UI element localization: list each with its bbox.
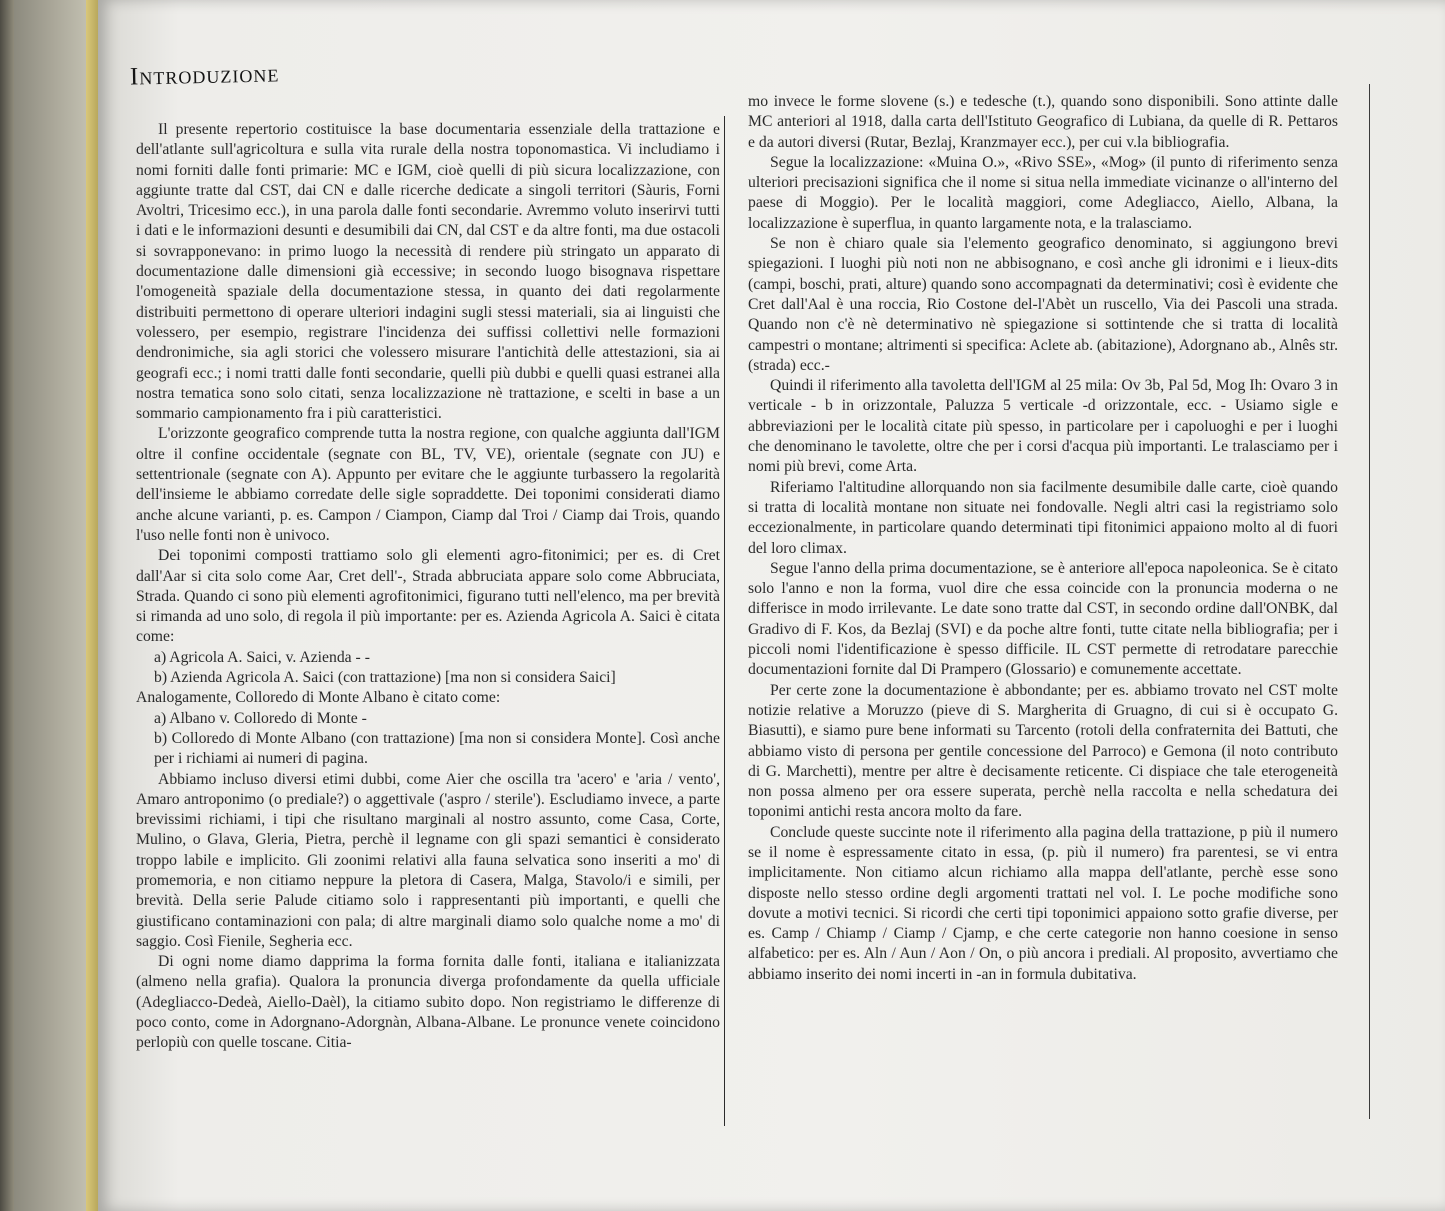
left-column [136,120,720,1054]
margin-rule [1369,84,1370,1119]
list-item: b) Azienda Agricola A. Saici (con trattazione) [ma non si considera Saici] [154,669,616,687]
paragraph: Riferiamo l'altitudine allorquando non sia facilmente desumibile dalle carte, cioè quando si tratta di località montane non situate nei fondovalle. Negli altri casi la registriamo solo eccezionalmente, in particolare quando determinati tipi fitonimici appaiono molto al di fuori del loro climax. [748,478,1338,557]
paragraph: Quindi il riferimento alla tavoletta dell'IGM al 25 mila: Ov 3b, Pal 5d, Mog Ih: Ovaro 3 in verticale - b in orizzontale, Paluzza 5 verticale -d orizzontale, ecc. - Usiamo sigle e abbreviazioni per le località citate più spesso, in particolare per i capoluoghi e per i luoghi che denominano le tavolette, oltre che per i corsi d'acqua più importanti. Le tralasciamo per i nomi più brevi, come Arta. [748,377,1338,476]
page-title: Introduzione [129,60,280,91]
book-cover-edge [0,0,14,1211]
paragraph: Il presente repertorio costituisce la base documentaria essenziale della trattazione e dell'atlante sull'agricoltura e sulla vita rurale della nostra toponomastica. Vi includiamo i nomi forniti dalle fonti primarie: MC e IGM, cioè quelli di più sicura localizzazione, con aggiunte tratte dal CST, dai CN e dalle ricerche dedicate a singoli territori (Sàuris, Forni Avoltri, Tricesimo ecc.), in una parola dalle fonti secondarie. Avremmo voluto inserirvi tutti i dati e le informazioni desunti e desumibili dai CN, dal CST e da altre fonti, ma due ostacoli si sovrapponevano: in primo luogo la necessità di rendere più stringato un apparato di documentazione dalle dimensioni già eccessive; in secondo luogo bisognava rispettare l'omogeneità spaziale della documentazione stessa, in quanto dei dati regolarmente distribuiti permettono di operare ulteriori indagini sugli stessi materiali, sia ai linguisti che volessero, per esempio, registrare l'incidenza dei suffissi collettivi nelle formazioni dendronimiche, sia agli storici che volessero misurare l'antichità delle attestazioni, sia ai geografi ecc.; i nomi tratti dalle fonti secondarie, quelli più dubbi e quelli quasi estranei alla nostra tematica sono solo citati, senza localizzazione nè trattazione, e scelti in base a un sommario campionamento fra i più caratteristici. [136,121,720,423]
paragraph: mo invece le forme slovene (s.) e tedesche (t.), quando sono disponibili. Sono attinte dalle MC anteriori al 1918, dalla carta dell'Istituto Geografico di Lubiana, da quelle di R. Pettaros e da autori diversi (Rutar, Bezlaj, Kranzmayer ecc.), per cui v.la bibliografia. [748,93,1338,151]
paragraph: Abbiamo incluso diversi etimi dubbi, come Aier che oscilla tra 'acero' e 'aria / vento', Amaro antroponimo (o prediale?) o aggettivale ('aspro / sterile'). Escludiamo invece, a parte brevissimi richiami, i tipi che risultano marginali al nostro assunto, come Casa, Corte, Mulino, o Glava, Gleria, Pietra, perchè il legname con gli spazi semantici è considerato troppo labile e implicito. Gli zoonimi relativi alla fauna selvatica sono inseriti a mo' di promemoria, e non citiamo neppure la pletora di Casera, Malga, Stavolo/i e simili, per brevità. Della serie Palude citiamo solo i rappresentanti più importanti, e quelli che giustificano contaminazioni con pala; di altre marginali diamo solo qualche nome a mo' di saggio. Così Fienile, Segheria ecc. [136,770,720,950]
book-page [98,0,1445,1211]
list-item: a) Agricola A. Saici, v. Azienda - - [154,648,370,666]
right-column [748,92,1338,985]
paragraph: Segue l'anno della prima documentazione, se è anteriore all'epoca napoleonica. Se è citato solo l'anno e non la forma, vuol dire che essa coincide con la pronuncia moderna o ne differisce in modo irrilevante. Le date sono tratte dal CST, in secondo ordine dall'ONBK, dal Gradivo di F. Kos, da Bezlaj (SVI) e da poche altre fonti, tutte citate nella bibliografia; per i piccoli nomi l'identificazione è spesso difficile. IL CST permette di retrodatare parecchie documentazioni fornite dal Di Prampero (Glossario) e comunemente accettate. [748,559,1338,679]
column-divider [724,116,725,1126]
paragraph: Dei toponimi composti trattiamo solo gli elementi agro-fitonimici; per es. di Cret dall'Aar si cita solo come Aar, Cret dell'-, Strada abbruciata appare solo come Abbruciata, Strada. Quando ci sono più elementi agrofitonimici, figurano tutti nell'elenco, ma per brevità si rimanda ad uno solo, di regola il più importante: per es. Azienda Agricola A. Saici è citata come: [136,547,720,646]
paragraph: Di ogni nome diamo dapprima la forma fornita dalle fonti, italiana e italianizzata (almeno nella grafia). Qualora la pronuncia diverga profondamente da quella ufficiale (Adegliacco-Dedeà, Aiello-Daèl), la citiamo subito dopo. Non registriamo le differenze di poco conto, come in Adorgnano-Adorgnàn, Albana-Albane. Le pronunce venete coincidono perlopiù con quelle toscane. Citia- [136,953,720,1052]
spine-strip [86,0,98,1211]
paragraph: Conclude queste succinte note il riferimento alla pagina della trattazione, p più il numero se il nome è espressamente citato in essa, (p. più il numero) fra parentesi, se vi entra implicitamente. Non citiamo alcun richiamo alla mappa dell'atlante, perchè esse sono disposte nello stesso ordine degli argomenti trattati nel vol. I. Le poche modifiche sono dovute a motivi tecnici. Si ricordi che certi tipi toponimici appaiono sotto grafie diverse, per es. Camp / Chiamp / Ciamp / Cjamp, e che certe categorie non hanno coesione in senso alfabetico: per es. Aln / Aun / Aon / On, o più ancora i prediali. Al proposito, avvertiamo che abbiamo inserito dei nomi incerti in -an in formula dubitativa. [748,823,1338,983]
list-item: b) Colloredo di Monte Albano (con trattazione) [ma non si considera Monte]. Così anche per i richiami ai numeri di pagina. [154,729,720,768]
paragraph: Per certe zone la documentazione è abbondante; per es. abbiamo trovato nel CST molte notizie relative a Moruzzo (pieve di S. Margherita di Gruagno, di cui si è occupato G. Biasutti), e siamo pure bene informati su Tarcento (rotoli della confraternita dei Battuti, che abbiamo visto di persona per gentile concessione del Parroco) e Gemona (il noto contributo di G. Marchetti), mentre per altre è decisamente reticente. Ci dispiace che tale eterogeneità non possa almeno per ora essere superata, perchè nella raccolta e nella schedatura dei toponimi antichi resta ancora molto da fare. [748,681,1338,821]
paragraph: Segue la localizzazione: «Muina O.», «Rivo SSE», «Mog» (il punto di riferimento senza ulteriori precisazioni significa che il nome si situa nella immediate vicinanze o all'interno del paese di Moggio). Per le località maggiori, come Adegliacco, Aiello, Albana, la localizzazione è superflua, in quanto largamente nota, e la tralasciamo. [748,153,1338,232]
list-item: a) Albano v. Colloredo di Monte - [154,709,367,727]
paragraph: Analogamente, Colloredo di Monte Albano è citato come: [136,689,501,707]
paragraph: Se non è chiaro quale sia l'elemento geografico denominato, si aggiungono brevi spiegazioni. I luoghi più noti non ne abbisognano, e così anche gli idronimi e i lieux-dits (campi, boschi, prati, alture) quando sono accompagnati da determinativi; così è evidente che Cret dall'Aal è una roccia, Rio Costone del-l'Abèt un ruscello, Via dei Pascoli una strada. Quando non c'è nè determinativo nè spiegazione si sottintende che si tratta di località campestri o montane; altrimenti si specifica: Aclete ab. (abitazione), Adorgnano ab., Alnês str. (strada) ecc.- [748,235,1338,374]
paragraph: L'orizzonte geografico comprende tutta la nostra regione, con qualche aggiunta dall'IGM oltre il confine occidentale (segnate con BL, TV, VE), orientale (segnate con JU) e settentrionale (segnate con A). Appunto per evitare che le aggiunte turbassero la regolarità dell'insieme le abbiamo corredate delle sigle sopraddette. Dei toponimi considerati diamo anche alcune varianti, p. es. Campon / Ciampon, Ciamp dal Troi / Ciamp dai Trois, quando l'uso nelle fonti non è univoco. [136,425,720,544]
